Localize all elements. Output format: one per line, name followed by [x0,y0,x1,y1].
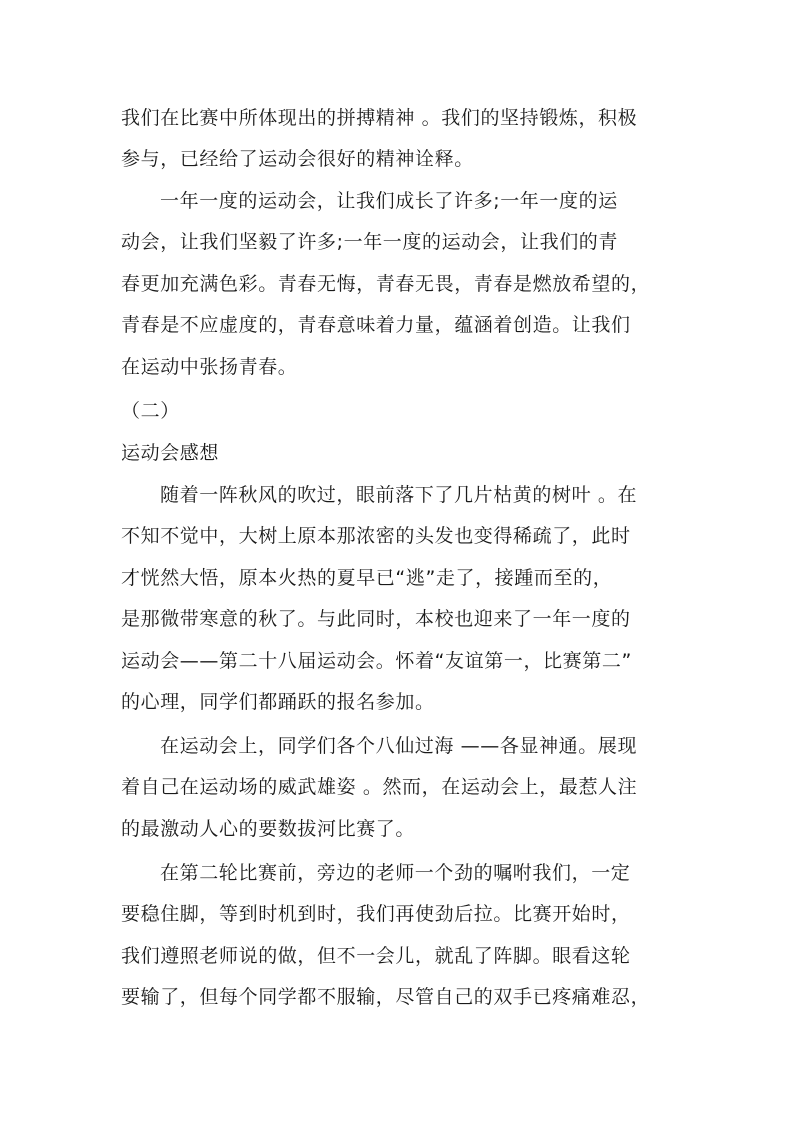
text-line: 动会，让我们坚毅了许多;一年一度的运动会，让我们的青 [121,231,619,253]
text-line: 要输了，但每个同学都不服输，尽管自己的双手已疼痛难忍， [121,986,651,1008]
text-line: 才恍然大悟，原本火热的夏早已“逃”走了，接踵而至的， [121,567,613,589]
text-line: 青春是不应虚度的，青春意味着力量，蕴涵着创造。让我们 [121,314,631,336]
text-line: 随着一阵秋风的吹过，眼前落下了几片枯黄的树叶 。在 [160,484,638,506]
text-line: 要稳住脚，等到时机到时，我们再使劲后拉。比赛开始时， [121,903,631,925]
text-line: 的心理，同学们都踊跃的报名参加。 [121,691,435,713]
text-line: 在运动中张扬青春。 [121,356,298,378]
text-line: 在第二轮比赛前，旁边的老师一个劲的嘱咐我们，一定 [160,862,631,884]
text-line: 的最激动人心的要数拔河比赛了。 [121,818,416,840]
text-line: 春更加充满色彩。青春无悔，青春无畏，青春是燃放希望的， [121,273,651,295]
text-line: 参与，已经给了运动会很好的精神诠释。 [121,148,474,170]
text-line: 着自己在运动场的威武雄姿 。然而，在运动会上，最惹人注 [121,776,638,798]
text-line: 我们在比赛中所体现出的拼搏精神 。我们的坚持锻炼，积极 [121,107,638,129]
text-line: 是那微带寒意的秋了。与此同时，本校也迎来了一年一度的 [121,608,631,630]
text-line: 一年一度的运动会，让我们成长了许多;一年一度的运 [160,190,618,212]
text-line: 在运动会上，同学们各个八仙过海 ——各显神通。展现 [160,735,638,757]
text-line: 我们遵照老师说的做，但不一会儿，就乱了阵脚。眼看这轮 [121,945,631,967]
text-line: 运动会——第二十八届运动会。怀着“友谊第一，比赛第二” [121,650,632,672]
text-line: 不知不觉中，大树上原本那浓密的头发也变得稀疏了，此时 [121,525,631,547]
section-number: （二） [121,400,180,422]
section-title: 运动会感想 [121,442,220,464]
